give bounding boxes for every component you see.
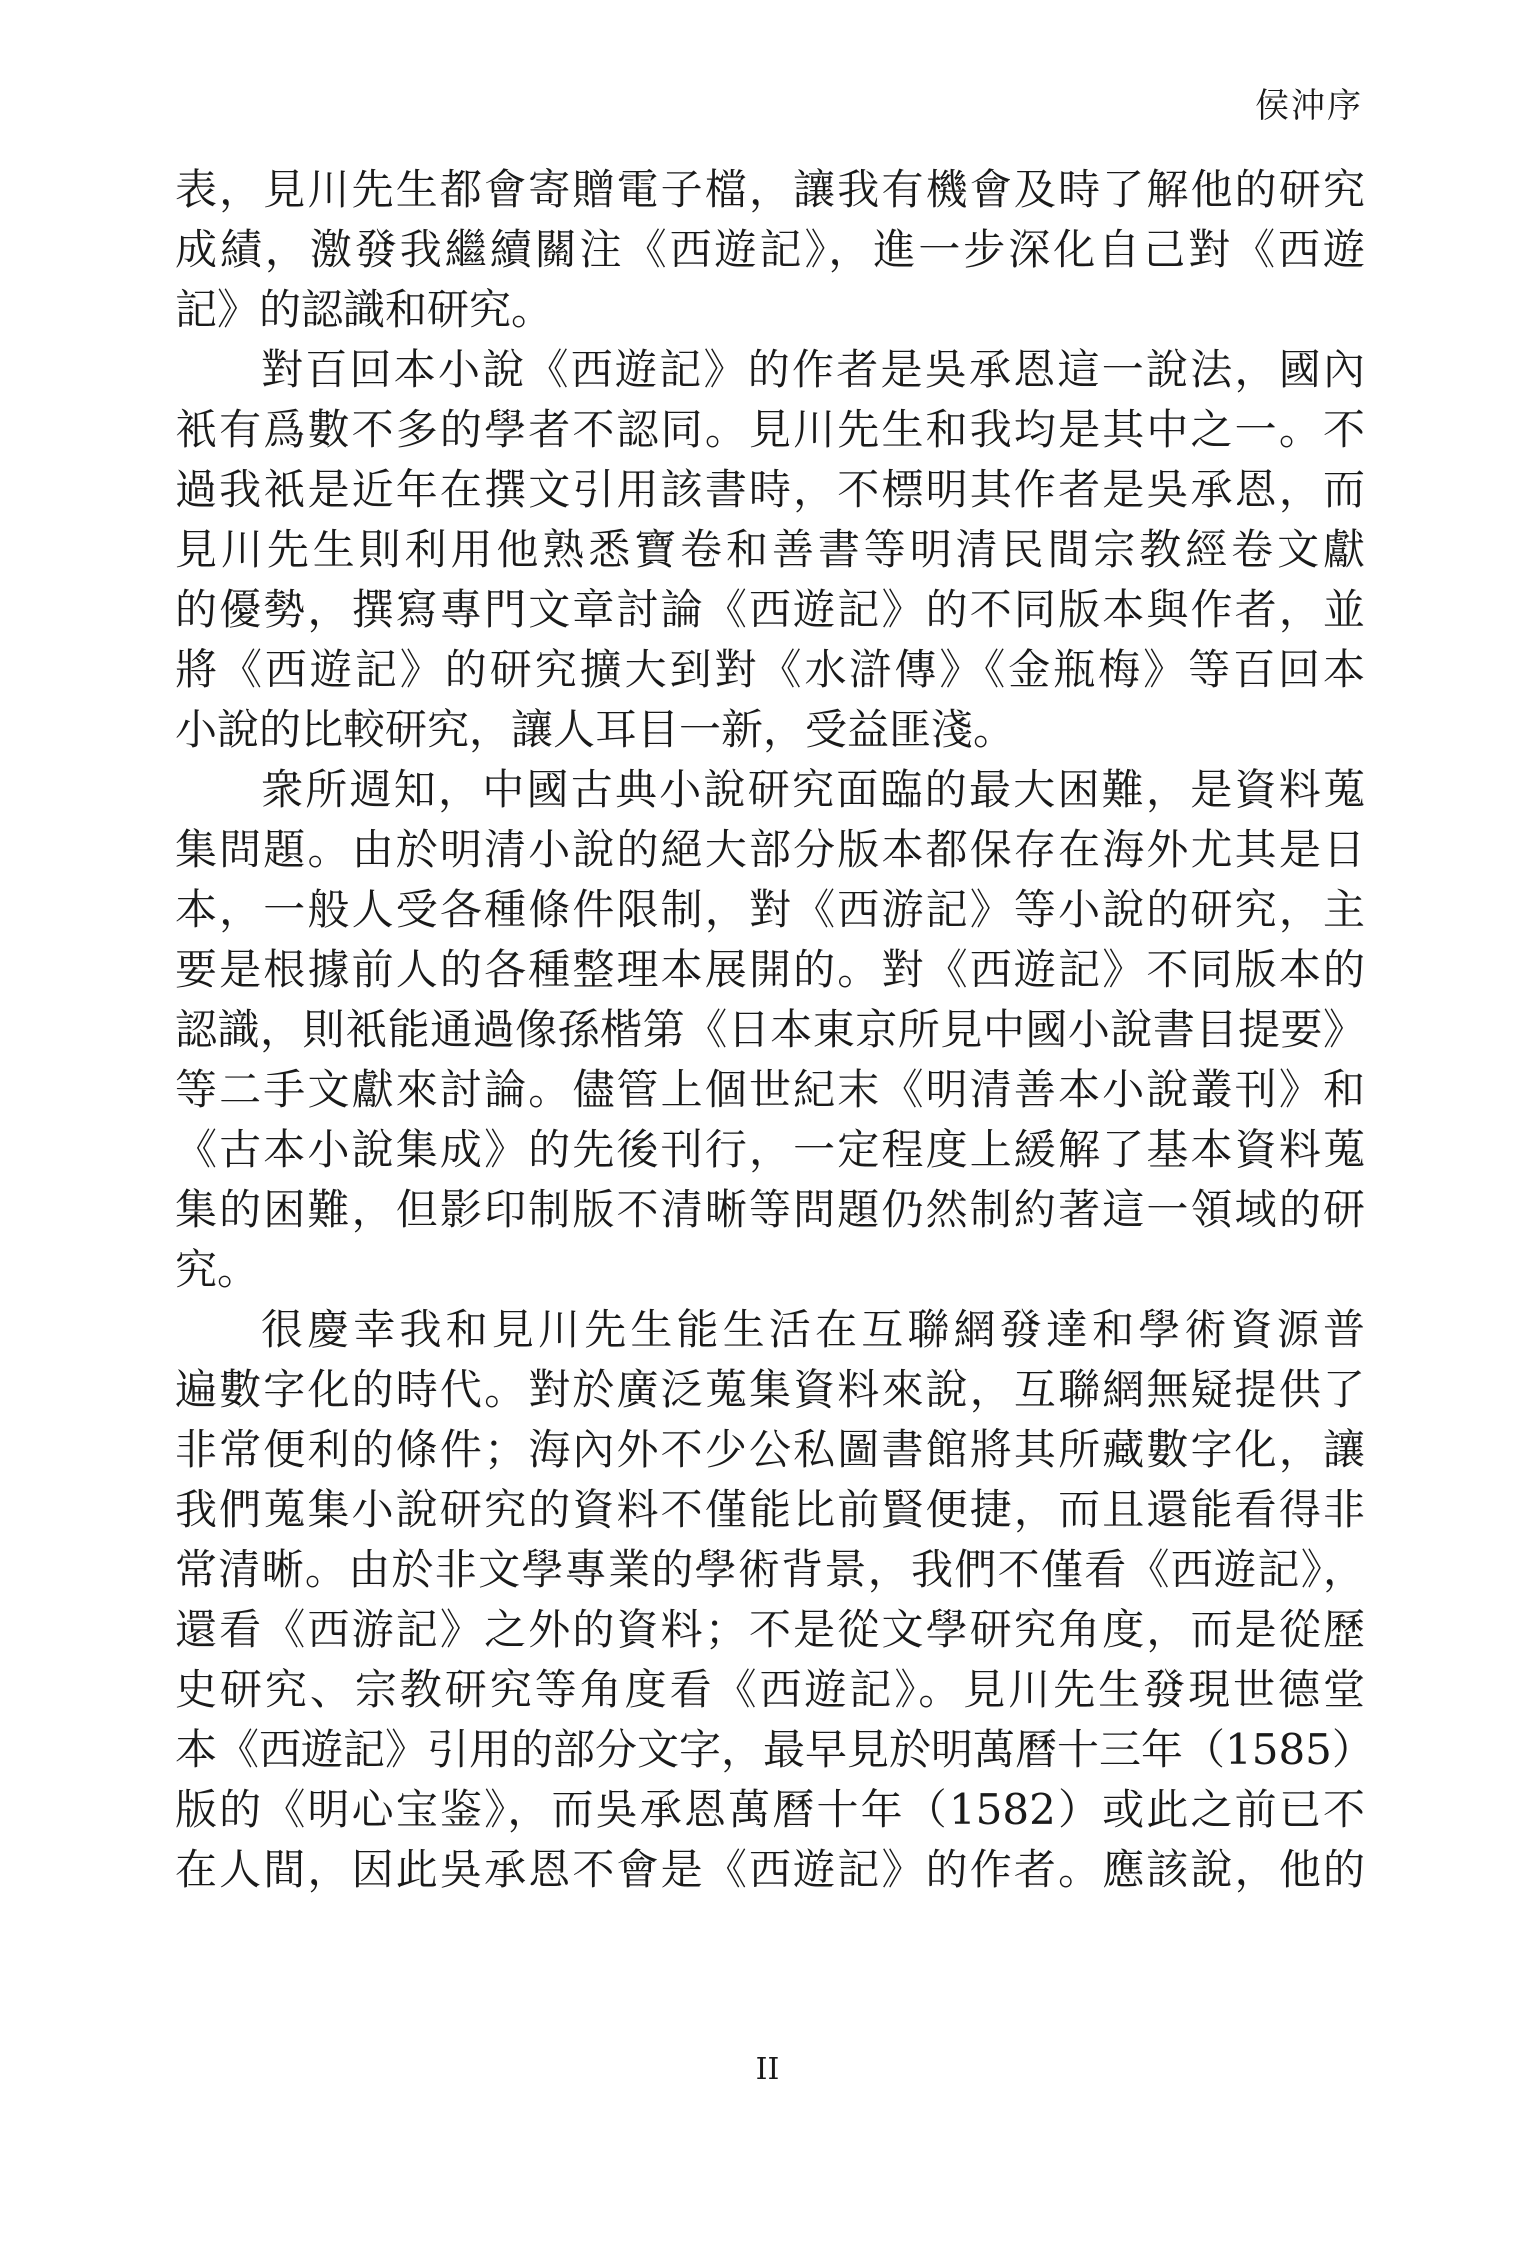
text-line: 小說的比較研究，讓人耳目一新，受益匪淺。 <box>175 705 1016 754</box>
text-line: 《古本小說集成》的先後刊行，一定程度上緩解了基本資料蒐 <box>175 1125 1365 1174</box>
text-line: 成績，激發我繼續關注《西遊記》，進一步深化自己對《西遊 <box>175 225 1365 274</box>
text-line: 常清晰。由於非文學專業的學術背景，我們不僅看《西遊記》， <box>175 1545 1365 1594</box>
paragraph-first-line: 衆所週知，中國古典小說研究面臨的最大困難，是資料蒐 <box>261 765 1365 814</box>
text-line: 還看《西游記》之外的資料；不是從文學研究角度，而是從歷 <box>175 1605 1365 1654</box>
text-line: 非常便利的條件；海內外不少公私圖書館將其所藏數字化，讓 <box>175 1425 1365 1474</box>
text-line: 本《西遊記》引用的部分文字，最早見於明萬曆十三年（1585） <box>175 1725 1374 1774</box>
paragraph-first-line: 對百回本小說《西遊記》的作者是吳承恩這一說法，國內 <box>261 345 1365 394</box>
text-line: 在人間，因此吳承恩不會是《西遊記》的作者。應該說，他的 <box>175 1845 1365 1894</box>
text-line: 本，一般人受各種條件限制，對《西游記》等小說的研究，主 <box>175 885 1365 934</box>
running-header: 侯沖序 <box>1255 86 1363 126</box>
text-line: 衹有爲數不多的學者不認同。見川先生和我均是其中之一。不 <box>175 405 1365 454</box>
text-line: 等二手文獻來討論。儘管上個世紀末《明清善本小說叢刊》和 <box>175 1065 1365 1114</box>
text-line: 史研究、宗教研究等角度看《西遊記》。見川先生發現世德堂 <box>175 1665 1365 1714</box>
page-number: II <box>755 2052 780 2087</box>
text-line: 將《西遊記》的研究擴大到對《水滸傳》《金瓶梅》等百回本 <box>175 645 1365 694</box>
text-line: 表，見川先生都會寄贈電子檔，讓我有機會及時了解他的研究 <box>175 165 1365 214</box>
text-line: 集問題。由於明清小說的絕大部分版本都保存在海外尤其是日 <box>175 825 1365 874</box>
text-line: 版的《明心宝鉴》，而吳承恩萬曆十年（1582）或此之前已不 <box>175 1785 1365 1834</box>
text-line: 記》的認識和研究。 <box>175 285 554 334</box>
text-line: 認識，則衹能通過像孫楷第《日本東京所見中國小說書目提要》 <box>175 1005 1365 1054</box>
text-line: 遍數字化的時代。對於廣泛蒐集資料來說，互聯網無疑提供了 <box>175 1365 1365 1414</box>
text-line: 我們蒐集小說研究的資料不僅能比前賢便捷，而且還能看得非 <box>175 1485 1365 1534</box>
text-line: 究。 <box>175 1245 260 1294</box>
text-line: 見川先生則利用他熟悉寶卷和善書等明清民間宗教經卷文獻 <box>175 525 1365 574</box>
paragraph-first-line: 很慶幸我和見川先生能生活在互聯網發達和學術資源普 <box>261 1305 1365 1354</box>
text-line: 要是根據前人的各種整理本展開的。對《西遊記》不同版本的 <box>175 945 1365 994</box>
text-line: 過我衹是近年在撰文引用該書時，不標明其作者是吳承恩，而 <box>175 465 1365 514</box>
text-line: 的優勢，撰寫專門文章討論《西遊記》的不同版本與作者，並 <box>175 585 1365 634</box>
text-line: 集的困難，但影印制版不清晰等問題仍然制約著這一領域的研 <box>175 1185 1365 1234</box>
